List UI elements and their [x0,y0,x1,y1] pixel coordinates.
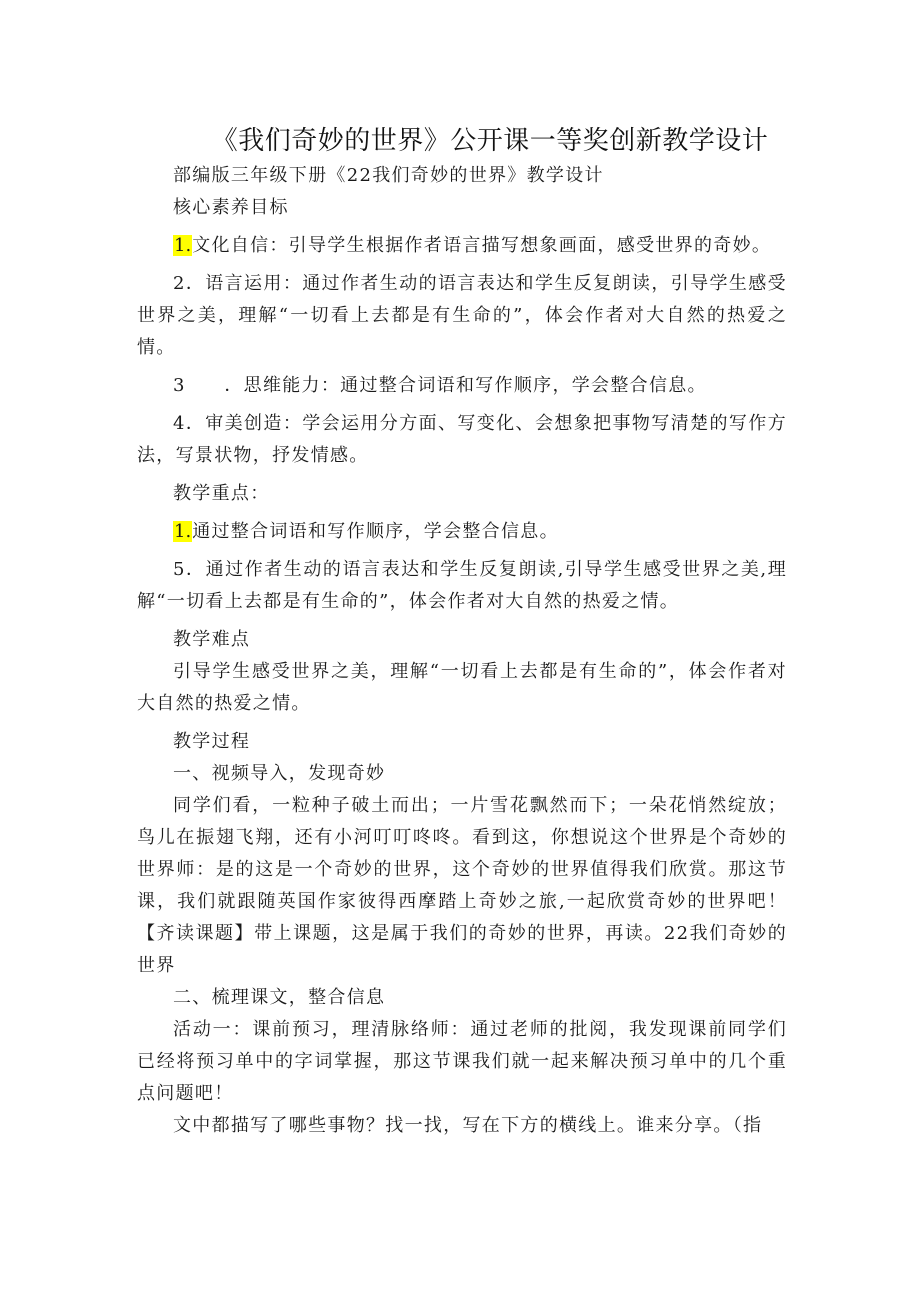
paragraph-text: 5．通过作者生动的语言表达和学生反复朗读,引导学生感受世界之美,理解“一切看上去都是有生命的”，体会作者对大自然的热爱之情。 [137,559,787,612]
paragraph-section-2 [137,982,787,1014]
paragraph-text: 一、视频导入，发现奇妙 [173,763,386,784]
paragraph-goal-3 [137,370,787,402]
paragraph-text: 教学过程 [173,731,251,752]
paragraph-question [137,1110,787,1142]
paragraph-text: 引导学生感受世界之美，理解“一切看上去都是有生命的”，体会作者对大自然的热爱之情。 [137,661,787,714]
paragraph-goal-2 [137,268,787,364]
paragraph-section-1 [137,758,787,790]
paragraph-subtitle [137,160,787,192]
paragraph-text: 3 ．思维能力：通过整合词语和写作顺序，学会整合信息。 [173,375,707,396]
document-title: 《我们奇妙的世界》公开课一等奖创新教学设计 [211,126,769,156]
paragraph-text: 活动一：课前预习，理清脉络师：通过老师的批阅，我发现课前同学们已经将预习单中的字词掌握，那这节课我们就一起来解决预习单中的几个重点问题吧！ [137,1019,787,1104]
paragraph-text: 核心素养目标 [173,197,289,218]
paragraph-heading-process [137,726,787,758]
paragraph-heading-difficulty [137,624,787,656]
paragraph-activity-1 [137,1014,787,1110]
highlight-marker: 1. [174,521,192,542]
paragraph-text: 2．语言运用：通过作者生动的语言表达和学生反复朗读，引导学生感受世界之美，理解“一切看上去都是有生命的”，体会作者对大自然的热爱之情。 [137,273,787,358]
highlight-marker: 1. [174,235,192,256]
paragraph-intro-video [137,790,787,982]
paragraph-goal-4 [137,408,787,472]
document-body [137,160,787,1142]
paragraph-text: 文化自信：引导学生根据作者语言描写想象画面，感受世界的奇妙。 [192,235,772,256]
paragraph-key-point-1 [137,516,787,548]
paragraph-text: 部编版三年级下册《22我们奇妙的世界》教学设计 [173,165,604,186]
paragraph-text: 4．审美创造：学会运用分方面、写变化、会想象把事物写清楚的写作方法，写景状物，抒发情感。 [137,413,787,466]
paragraph-goal-1 [137,230,787,262]
paragraph-text: 教学难点 [173,629,251,650]
paragraph-text: 同学们看，一粒种子破土而出；一片雪花飘然而下；一朵花悄然绽放；鸟儿在振翅飞翔，还有小河叮叮咚咚。看到这，你想说这个世界是个奇妙的世界师：是的这是一个奇妙的世界，这个奇妙的世界值得我们欣赏。那这节课，我们就跟随英国作家彼得西摩踏上奇妙之旅,一起欣赏奇妙的世界吧！【齐读课题】带上课题，这是属于我们的奇妙的世界，再读。22我们奇妙的世界 [137,795,787,976]
paragraph-heading-goals [137,192,787,224]
paragraph-text: 教学重点： [173,483,270,504]
paragraph-key-point-5 [137,554,787,618]
paragraph-text: 文中都描写了哪些事物？找一找，写在下方的横线上。谁来分享。（指 [173,1115,763,1136]
paragraph-text: 二、梳理课文，整合信息 [173,987,386,1008]
paragraph-text: 通过整合词语和写作顺序，学会整合信息。 [192,521,559,542]
paragraph-heading-key-points [137,478,787,510]
paragraph-difficulty [137,656,787,720]
